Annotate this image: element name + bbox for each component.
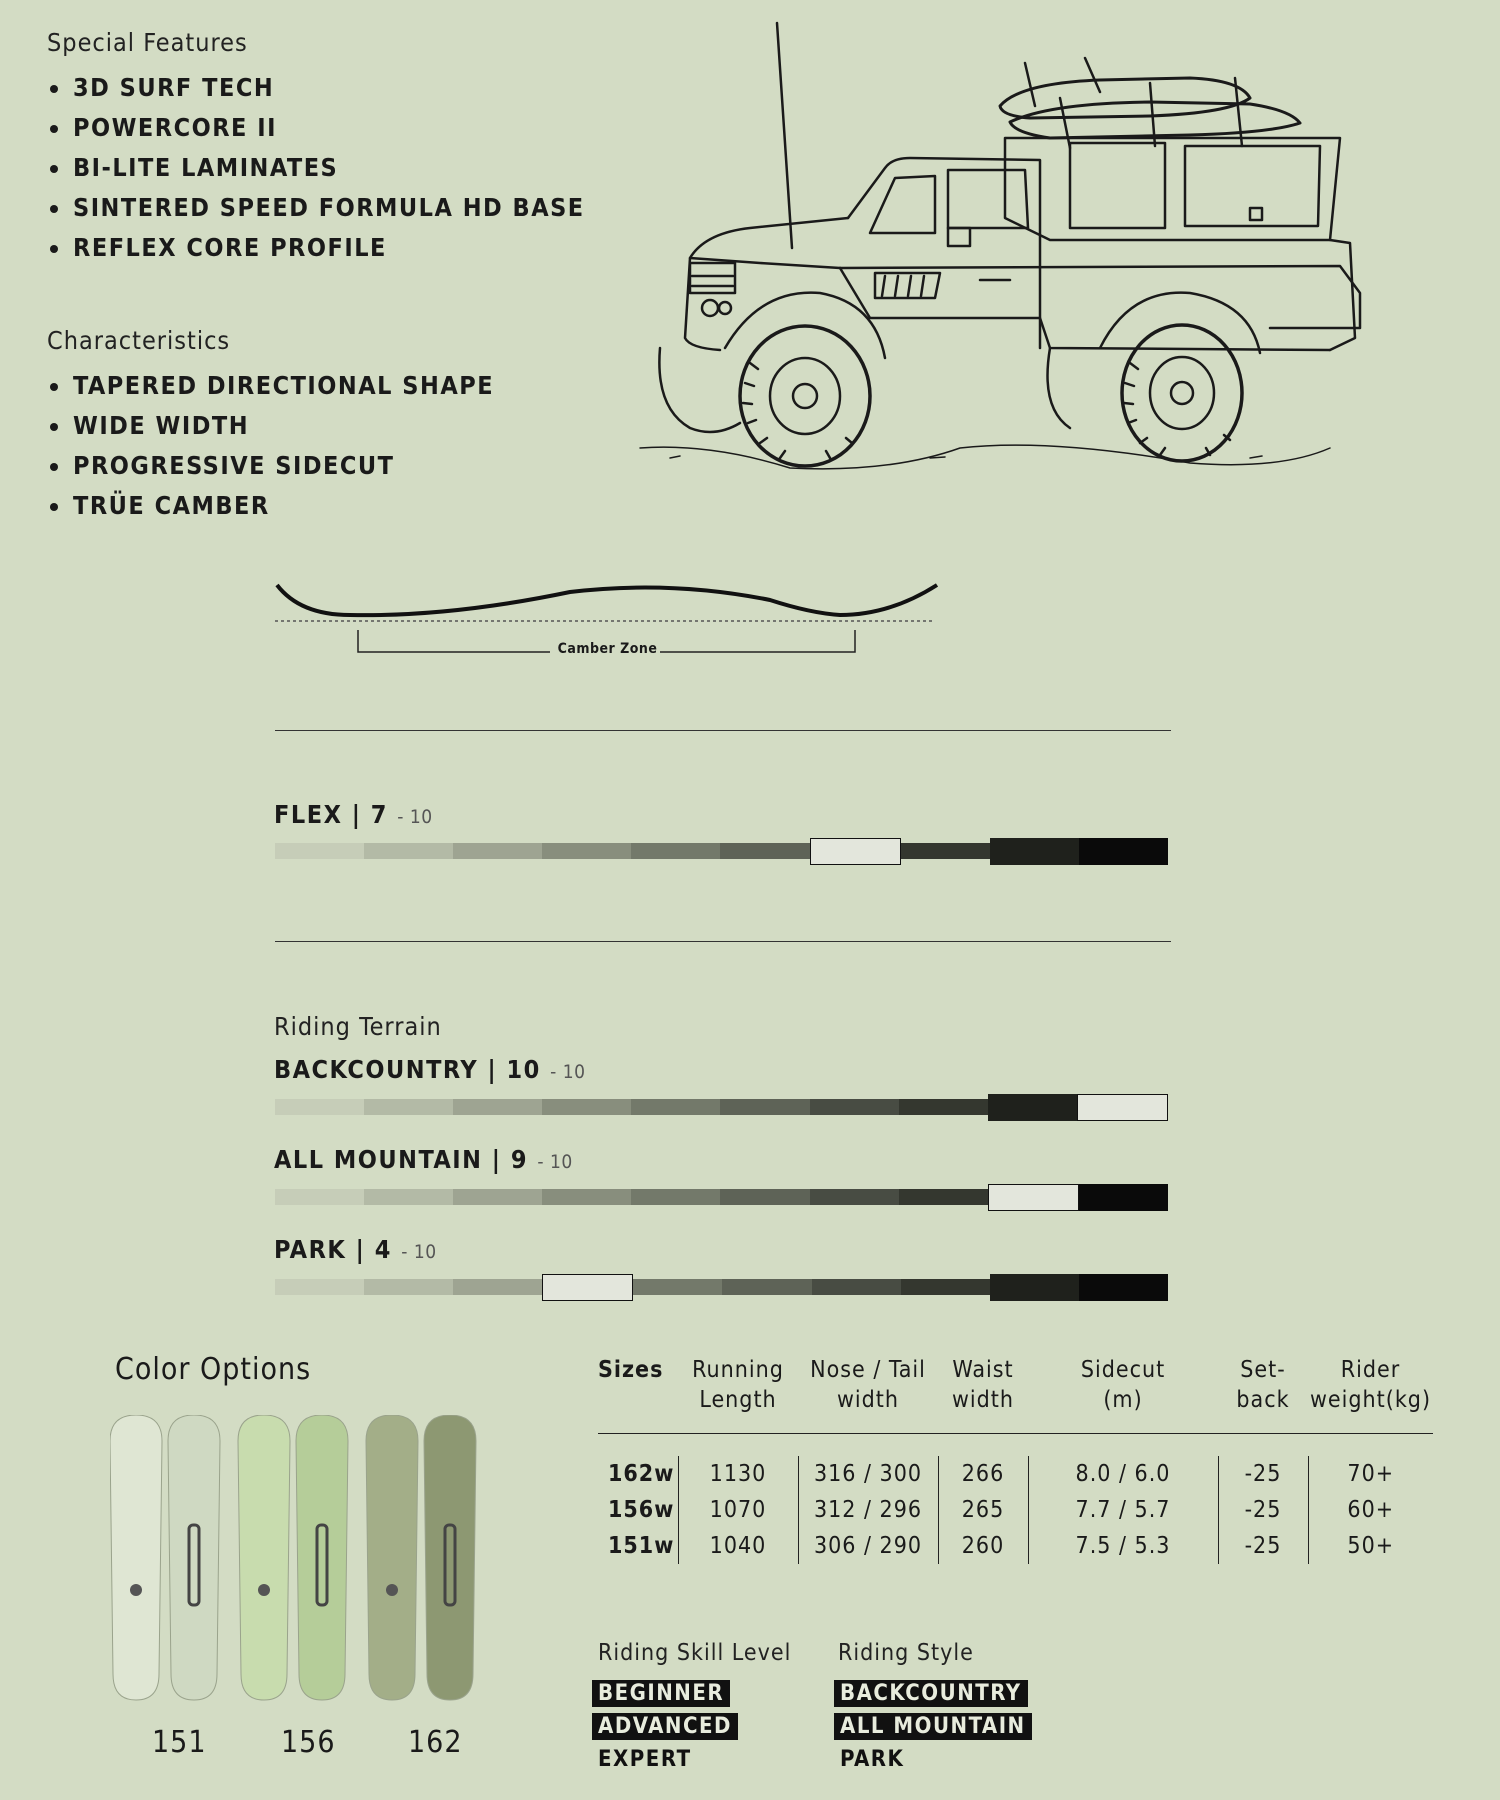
meter-segment bbox=[275, 1099, 364, 1115]
meter-segment bbox=[542, 1274, 633, 1301]
board-base-graphic bbox=[110, 1415, 162, 1700]
col-rider-weight: Rider weight(kg) bbox=[1308, 1355, 1433, 1434]
meter-segment bbox=[812, 1279, 901, 1295]
divider bbox=[275, 730, 1171, 731]
meter-segment bbox=[631, 843, 720, 859]
meter-segment bbox=[1077, 1094, 1168, 1121]
characteristic-item: WIDE WIDTH bbox=[47, 411, 494, 440]
riding-style-list bbox=[834, 1680, 1032, 1779]
board-base-graphic bbox=[238, 1415, 290, 1700]
meter-segment bbox=[364, 843, 453, 859]
meter-segment bbox=[633, 1279, 722, 1295]
characteristics-list bbox=[47, 371, 494, 531]
skill-tag-expert: EXPERT bbox=[598, 1747, 692, 1772]
meter-segment bbox=[275, 1279, 364, 1295]
rider-weight-cell: 50+ bbox=[1308, 1528, 1433, 1564]
meter-segment bbox=[364, 1189, 453, 1205]
feature-item: BI-LITE LAMINATES bbox=[47, 153, 585, 182]
meter-segment bbox=[990, 1274, 1079, 1301]
flex-value: 7 bbox=[370, 800, 388, 829]
size-cell: 151w bbox=[608, 1533, 675, 1559]
camber-zone-label: Camber Zone bbox=[557, 641, 658, 657]
board-top-graphic bbox=[296, 1415, 348, 1700]
riding-skill-title: Riding Skill Level bbox=[598, 1640, 792, 1666]
setback-cell: -25 bbox=[1218, 1492, 1308, 1528]
running-length-cell: 1070 bbox=[678, 1492, 798, 1528]
riding-style-title: Riding Style bbox=[838, 1640, 974, 1666]
flex-meter bbox=[275, 836, 1168, 866]
pickup-truck-illustration bbox=[630, 18, 1460, 488]
meter-segment bbox=[1079, 1274, 1168, 1301]
all-mountain-meter bbox=[275, 1182, 1168, 1212]
park-meter bbox=[275, 1272, 1168, 1302]
style-tag-all-mountain: ALL MOUNTAIN bbox=[834, 1713, 1032, 1740]
meter-segment bbox=[542, 843, 631, 859]
nose-tail-cell: 306 / 290 bbox=[798, 1528, 938, 1564]
special-features-title: Special Features bbox=[47, 28, 248, 57]
board-emblem-icon bbox=[258, 1584, 270, 1596]
sidecut-cell: 7.7 / 5.7 bbox=[1028, 1492, 1218, 1528]
feature-item: SINTERED SPEED FORMULA HD BASE bbox=[47, 193, 585, 222]
special-features-list bbox=[47, 73, 585, 273]
waist-cell: 265 bbox=[938, 1492, 1028, 1528]
characteristic-item: TAPERED DIRECTIONAL SHAPE bbox=[47, 371, 494, 400]
style-tag-backcountry: BACKCOUNTRY bbox=[834, 1680, 1028, 1707]
riding-terrain-title: Riding Terrain bbox=[274, 1012, 442, 1041]
terrain-name: PARK bbox=[274, 1235, 347, 1264]
meter-segment bbox=[631, 1099, 720, 1115]
meter-segment bbox=[453, 1189, 542, 1205]
meter-segment bbox=[364, 1099, 453, 1115]
rider-weight-cell: 70+ bbox=[1308, 1456, 1433, 1492]
feature-item: POWERCORE II bbox=[47, 113, 585, 142]
table-row bbox=[598, 1456, 1433, 1492]
table-row bbox=[598, 1492, 1433, 1528]
table-row bbox=[598, 1528, 1433, 1564]
meter-segment bbox=[275, 1189, 364, 1205]
sidecut-cell: 7.5 / 5.3 bbox=[1028, 1528, 1218, 1564]
terrain-value: 4 bbox=[374, 1235, 392, 1264]
board-color-swatches bbox=[110, 1415, 500, 1715]
terrain-value: 10 bbox=[506, 1055, 541, 1084]
skill-tag-beginner: BEGINNER bbox=[592, 1680, 730, 1707]
characteristic-item: TRÜE CAMBER bbox=[47, 491, 494, 520]
meter-segment bbox=[901, 1279, 990, 1295]
col-setback: Set- back bbox=[1218, 1355, 1308, 1434]
all-mountain-label: ALL MOUNTAIN | 9 - 10 bbox=[274, 1145, 573, 1174]
terrain-value: 9 bbox=[510, 1145, 529, 1174]
board-base-graphic bbox=[366, 1415, 418, 1700]
color-options-title: Color Options bbox=[115, 1352, 312, 1387]
col-sidecut: Sidecut (m) bbox=[1028, 1355, 1218, 1434]
terrain-max: - 10 bbox=[401, 1241, 437, 1263]
rider-weight-cell: 60+ bbox=[1308, 1492, 1433, 1528]
size-cell: 156w bbox=[608, 1497, 675, 1523]
board-top-graphic bbox=[168, 1415, 220, 1700]
col-sizes: Sizes bbox=[598, 1355, 678, 1434]
meter-segment bbox=[720, 1189, 809, 1205]
meter-segment bbox=[899, 1189, 988, 1205]
park-label: PARK | 4 - 10 bbox=[274, 1235, 437, 1264]
meter-segment bbox=[988, 1094, 1077, 1121]
terrain-name: ALL MOUNTAIN bbox=[274, 1145, 483, 1174]
sizes-table bbox=[598, 1355, 1433, 1564]
flex-name: FLEX bbox=[274, 800, 343, 829]
flex-max: - 10 bbox=[397, 806, 433, 828]
nose-tail-cell: 312 / 296 bbox=[798, 1492, 938, 1528]
board-emblem-icon bbox=[386, 1584, 398, 1596]
meter-segment bbox=[988, 1184, 1079, 1211]
setback-cell: -25 bbox=[1218, 1456, 1308, 1492]
board-size-156: 156 bbox=[281, 1725, 336, 1760]
meter-segment bbox=[453, 1099, 542, 1115]
size-cell: 162w bbox=[608, 1461, 675, 1487]
meter-segment bbox=[722, 1279, 811, 1295]
meter-segment bbox=[631, 1189, 720, 1205]
meter-segment bbox=[810, 838, 901, 865]
meter-segment bbox=[720, 1099, 809, 1115]
col-waist-width: Waist width bbox=[938, 1355, 1028, 1434]
col-running-length: Running Length bbox=[678, 1355, 798, 1434]
feature-item: 3D SURF TECH bbox=[47, 73, 585, 102]
running-length-cell: 1130 bbox=[678, 1456, 798, 1492]
flex-label: FLEX | 7 - 10 bbox=[274, 800, 433, 829]
meter-segment bbox=[901, 843, 990, 859]
waist-cell: 266 bbox=[938, 1456, 1028, 1492]
meter-segment bbox=[1079, 838, 1168, 865]
characteristic-item: PROGRESSIVE SIDECUT bbox=[47, 451, 494, 480]
skill-tag-advanced: ADVANCED bbox=[592, 1713, 738, 1740]
characteristics-title: Characteristics bbox=[47, 326, 231, 355]
board-profile-curve bbox=[277, 585, 937, 615]
setback-cell: -25 bbox=[1218, 1528, 1308, 1564]
backcountry-meter bbox=[275, 1092, 1168, 1122]
sidecut-cell: 8.0 / 6.0 bbox=[1028, 1456, 1218, 1492]
meter-segment bbox=[810, 1189, 899, 1205]
terrain-name: BACKCOUNTRY bbox=[274, 1055, 479, 1084]
divider bbox=[275, 941, 1171, 942]
meter-segment bbox=[899, 1099, 988, 1115]
terrain-max: - 10 bbox=[550, 1061, 586, 1083]
board-top-graphic bbox=[424, 1415, 476, 1700]
riding-skill-list bbox=[592, 1680, 738, 1779]
meter-segment bbox=[453, 843, 542, 859]
meter-segment bbox=[275, 843, 364, 859]
meter-segment bbox=[720, 843, 809, 859]
board-emblem-icon bbox=[130, 1584, 142, 1596]
meter-segment bbox=[990, 838, 1079, 865]
feature-item: REFLEX CORE PROFILE bbox=[47, 233, 585, 262]
meter-segment bbox=[364, 1279, 453, 1295]
board-size-162: 162 bbox=[408, 1725, 463, 1760]
backcountry-label: BACKCOUNTRY | 10 - 10 bbox=[274, 1055, 586, 1084]
board-size-151: 151 bbox=[152, 1725, 207, 1760]
meter-segment bbox=[810, 1099, 899, 1115]
meter-segment bbox=[1079, 1184, 1168, 1211]
style-tag-park: PARK bbox=[840, 1747, 905, 1772]
col-nose-tail-width: Nose / Tail width bbox=[798, 1355, 938, 1434]
meter-segment bbox=[453, 1279, 542, 1295]
terrain-max: - 10 bbox=[537, 1151, 573, 1173]
running-length-cell: 1040 bbox=[678, 1528, 798, 1564]
nose-tail-cell: 316 / 300 bbox=[798, 1456, 938, 1492]
meter-segment bbox=[542, 1099, 631, 1115]
meter-segment bbox=[542, 1189, 631, 1205]
waist-cell: 260 bbox=[938, 1528, 1028, 1564]
